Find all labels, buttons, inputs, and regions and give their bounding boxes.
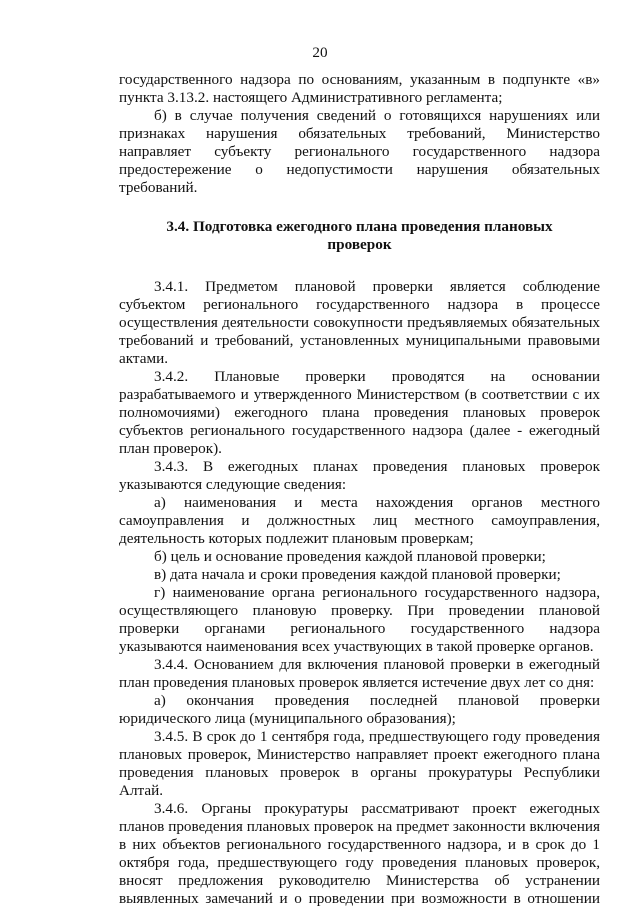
paragraph-3-4-1: 3.4.1. Предметом плановой проверки является соблюдение субъектом регионального государственного надзора в процессе осуществления деятельности совокупности предъявляемых обязательных требований и требований, установленных муниципальными правовыми актами. [119, 278, 600, 367]
paragraph-3-4-3: 3.4.3. В ежегодных планах проведения плановых проверок указываются следующие сведения: [119, 458, 600, 493]
paragraph-warning: б) в случае получения сведений о готовящихся нарушениях или признаках нарушения обязательных требований, Министерство направляет субъекту регионального государственного надзора предостережение о недопустимости нарушения обязательных требований. [119, 107, 600, 196]
section-heading-line-2: проверок [327, 236, 392, 253]
section-heading-line-1: 3.4. Подготовка ежегодного плана проведения плановых [166, 218, 553, 235]
paragraph-3-4-6: 3.4.6. Органы прокуратуры рассматривают проект ежегодных планов проведения плановых проверок на предмет законности включения в них объектов регионального государственного надзора, и в срок до 1 октября года, предшествующего году проведения плановых проверок, вносят предложения руководителю Министерства об устранении выявленных замечаний и о проведении при возможности в отношении [119, 800, 600, 907]
paragraph-3-4-2: 3.4.2. Плановые проверки проводятся на основании разрабатываемого и утвержденного Министерством (в соответствии с их полномочиями) ежегодного плана проведения плановых проверок субъектов регионального государственного надзора (далее - ежегодный план проверок). [119, 368, 600, 457]
paragraph-item-v: в) дата начала и сроки проведения каждой плановой проверки; [154, 566, 561, 583]
page-content [119, 71, 600, 908]
paragraph-item-g: г) наименование органа регионального государственного надзора, осуществляющего плановую проверку. При проведении плановой проверки органами регионального государственного надзора указываются наименования всех участвующих в такой проверке органов. [119, 584, 600, 655]
paragraph-3-4-4: 3.4.4. Основанием для включения плановой проверки в ежегодный план проведения плановых проверок является истечение двух лет со дня: [119, 656, 600, 691]
paragraph-item-b: б) цель и основание проведения каждой плановой проверки; [154, 548, 546, 565]
page-number: 20 [312, 44, 328, 61]
paragraph-continuation: государственного надзора по основаниям, указанным в подпункте «в» пункта 3.13.2. настоящего Административного регламента; [119, 71, 600, 106]
paragraph-3-4-4-a: а) окончания проведения последней плановой проверки юридического лица (муниципального образования); [119, 692, 600, 727]
paragraph-item-a: а) наименования и места нахождения органов местного самоуправления и должностных лиц местного самоуправления, деятельность которых подлежит плановым проверкам; [119, 494, 600, 547]
paragraph-3-4-5: 3.4.5. В срок до 1 сентября года, предшествующего году проведения плановых проверок, Министерство направляет проект ежегодного плана проведения плановых проверок в органы прокуратуры Республики Алтай. [119, 728, 600, 799]
